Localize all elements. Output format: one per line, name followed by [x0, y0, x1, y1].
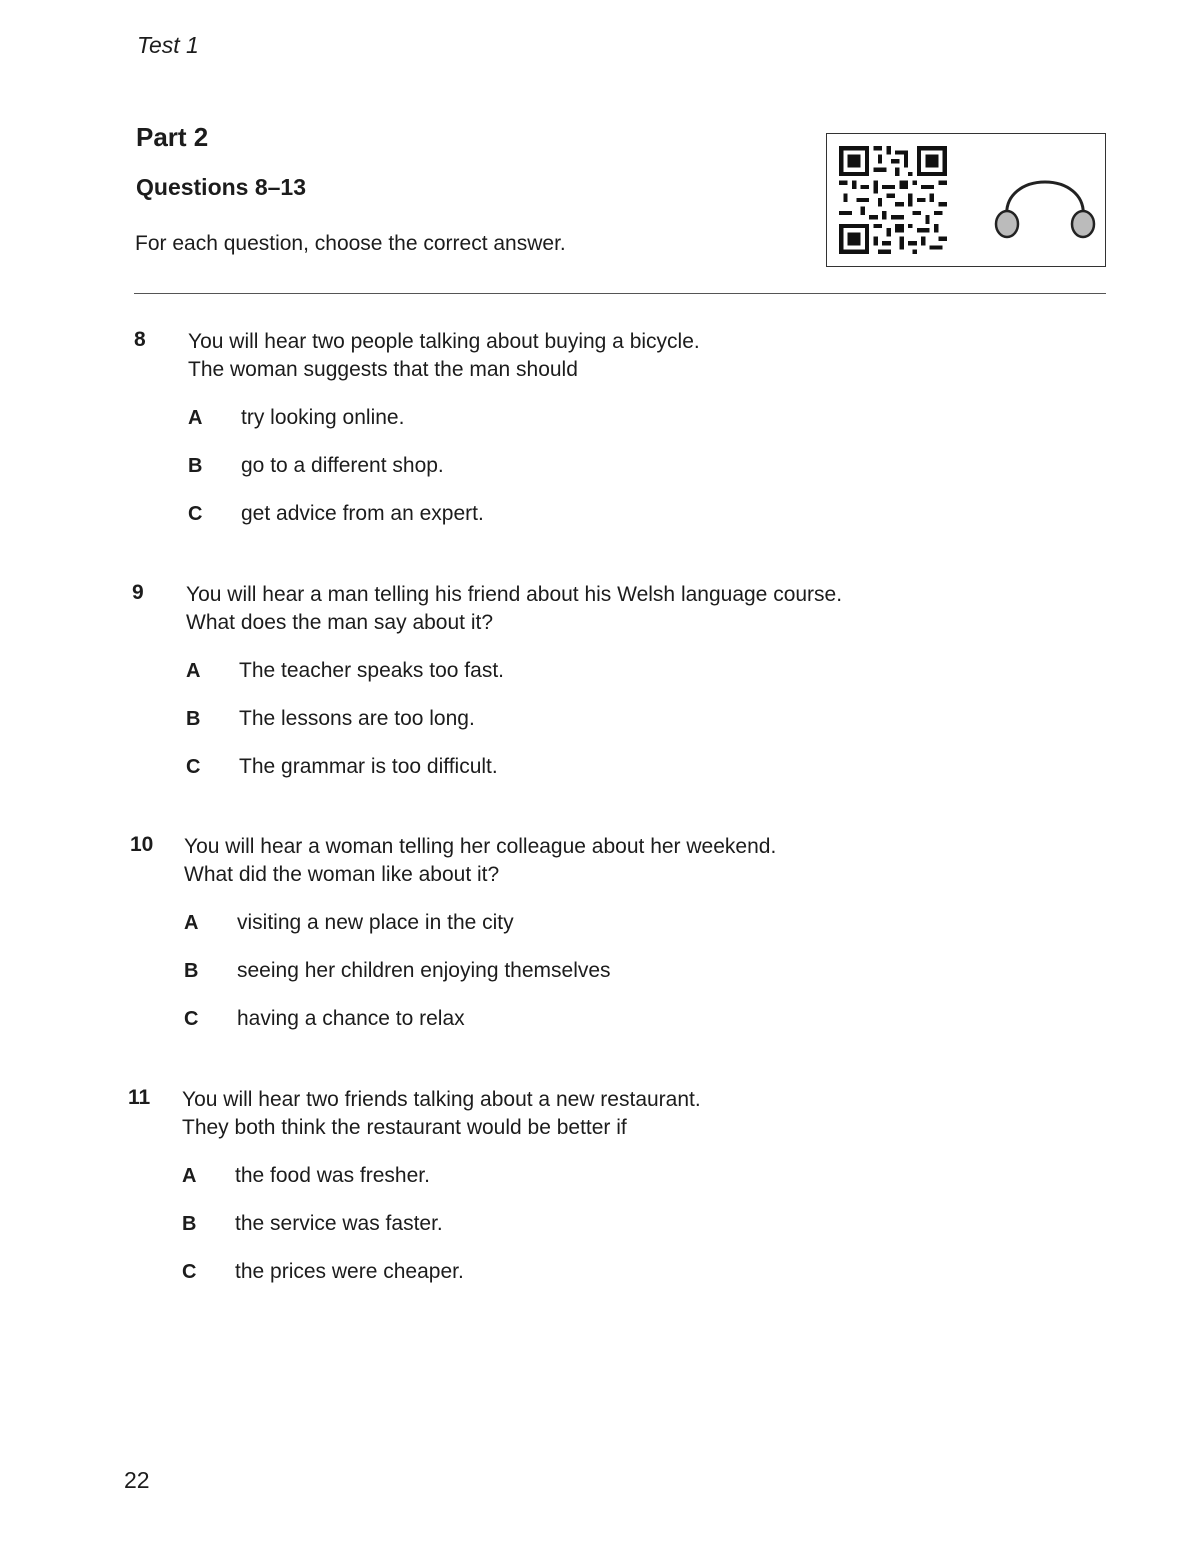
option-b[interactable] — [186, 705, 1066, 733]
question-stem-line: They both think the restaurant would be better if — [182, 1116, 627, 1139]
option-text: the service was faster. — [235, 1212, 443, 1235]
option-letter: A — [184, 912, 199, 934]
option-b[interactable] — [184, 957, 1064, 985]
option-c[interactable] — [184, 1005, 1064, 1033]
option-letter: A — [182, 1165, 197, 1187]
instructions: For each question, choose the correct answer. — [135, 232, 566, 255]
question-stem — [184, 833, 1064, 889]
option-c[interactable] — [186, 753, 1066, 781]
option-letter: B — [188, 455, 203, 477]
option-c[interactable] — [188, 500, 1068, 528]
headphones-icon — [993, 160, 1097, 242]
question-number: 8 — [134, 328, 146, 351]
question-stem — [186, 581, 1066, 637]
question-number: 10 — [130, 833, 154, 856]
option-letter: C — [188, 503, 203, 525]
option-a[interactable] — [184, 909, 1064, 937]
question-stem-line: You will hear two friends talking about a new restaurant. — [182, 1088, 701, 1111]
question-stem-line: You will hear two people talking about buying a bicycle. — [188, 330, 700, 353]
section-divider — [134, 293, 1106, 294]
question-9 — [132, 581, 1092, 791]
option-a[interactable] — [186, 657, 1066, 685]
option-letter: A — [186, 660, 201, 682]
question-stem-line: What does the man say about it? — [186, 611, 494, 634]
option-letter: C — [182, 1261, 197, 1283]
question-stem-line: You will hear a woman telling her colleague about her weekend. — [184, 835, 777, 858]
running-head: Test 1 — [137, 32, 199, 58]
questions-range: Questions 8–13 — [136, 174, 307, 200]
part-title: Part 2 — [136, 122, 209, 152]
option-letter: A — [188, 407, 203, 429]
question-stem-line: What did the woman like about it? — [184, 863, 500, 886]
option-b[interactable] — [182, 1210, 1062, 1238]
option-letter: C — [184, 1008, 199, 1030]
option-text: try looking online. — [241, 406, 405, 429]
question-number: 9 — [132, 581, 144, 604]
question-number: 11 — [128, 1086, 151, 1109]
question-stem-line: The woman suggests that the man should — [188, 358, 578, 381]
question-stem — [188, 328, 1068, 384]
option-a[interactable] — [188, 404, 1068, 432]
option-text: The teacher speaks too fast. — [239, 659, 504, 682]
option-text: visiting a new place in the city — [237, 911, 514, 934]
option-text: The lessons are too long. — [239, 707, 475, 730]
option-letter: B — [184, 960, 199, 982]
question-10 — [130, 833, 1090, 1043]
option-b[interactable] — [188, 452, 1068, 480]
option-text: get advice from an expert. — [241, 502, 484, 525]
question-11 — [128, 1086, 1088, 1296]
audio-box — [826, 133, 1106, 267]
question-stem — [182, 1086, 1062, 1142]
option-a[interactable] — [182, 1162, 1062, 1190]
option-text: The grammar is too difficult. — [239, 755, 498, 778]
option-text: the prices were cheaper. — [235, 1260, 464, 1283]
option-text: go to a different shop. — [241, 454, 444, 477]
option-text: the food was fresher. — [235, 1164, 430, 1187]
option-letter: B — [186, 708, 201, 730]
question-8 — [134, 328, 1094, 538]
option-c[interactable] — [182, 1258, 1062, 1286]
option-letter: C — [186, 756, 201, 778]
question-stem-line: You will hear a man telling his friend about his Welsh language course. — [186, 583, 843, 606]
qr-code-icon — [839, 146, 947, 254]
option-text: having a chance to relax — [237, 1007, 465, 1030]
option-text: seeing her children enjoying themselves — [237, 959, 611, 982]
page-number: 22 — [124, 1467, 150, 1493]
option-letter: B — [182, 1213, 197, 1235]
